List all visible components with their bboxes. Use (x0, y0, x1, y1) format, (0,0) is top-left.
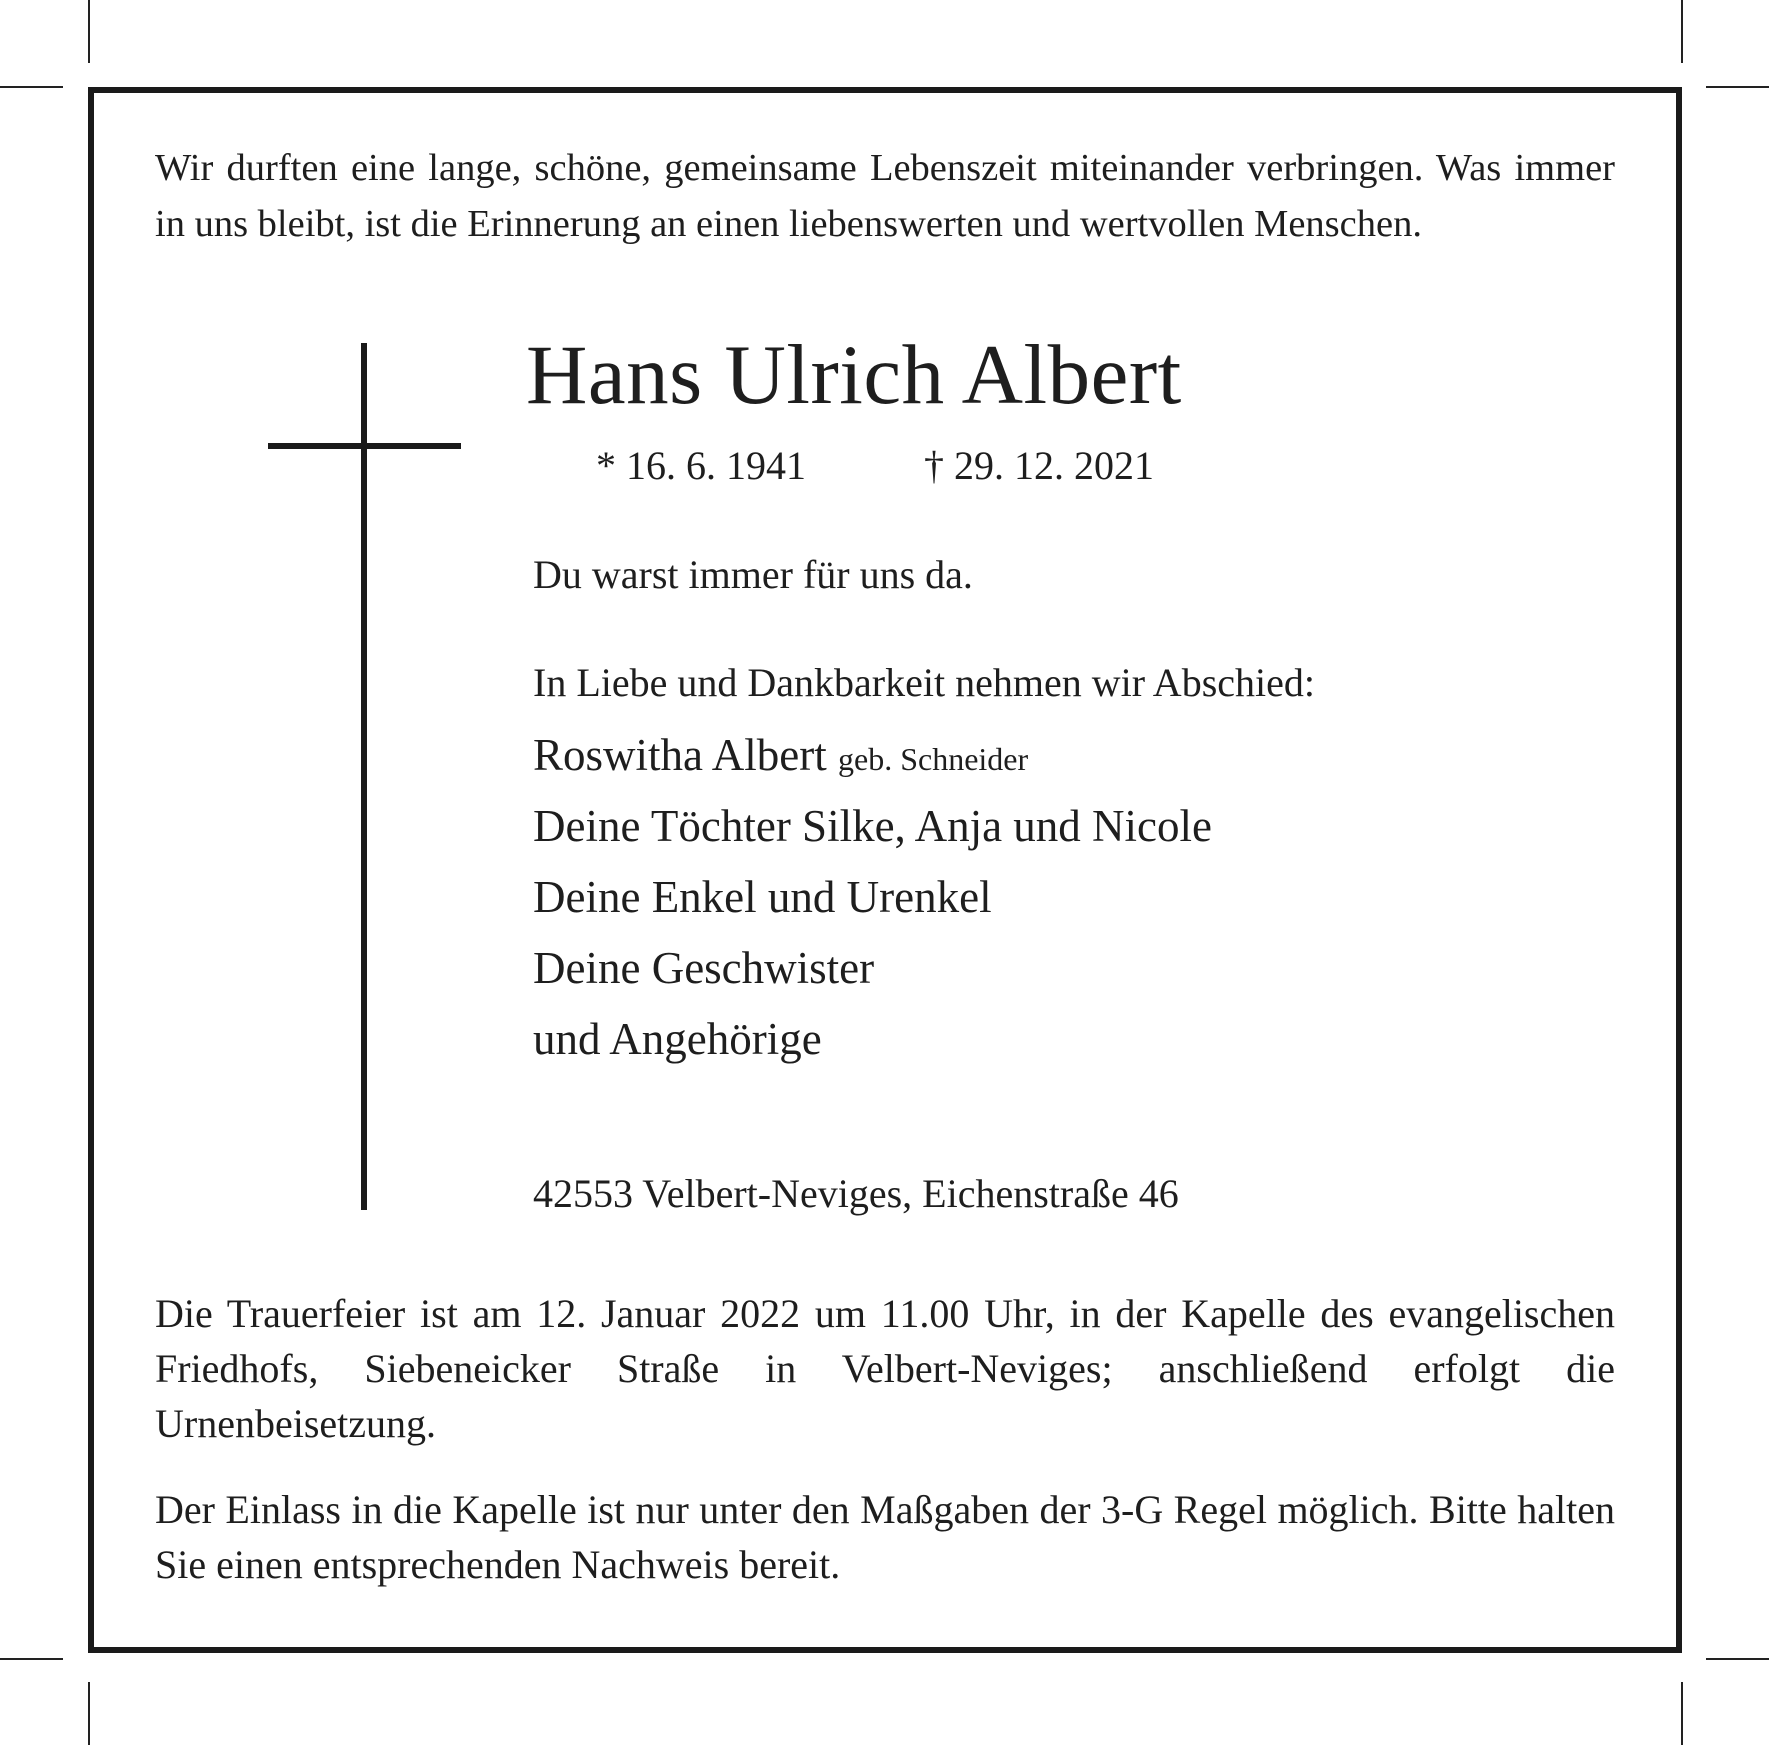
mourners-list (533, 720, 1212, 1075)
deceased-name: Hans Ulrich Albert (526, 328, 1182, 422)
crop-mark-left-bottom (0, 1658, 63, 1660)
crop-mark-bottom-left (88, 1682, 90, 1745)
mourner-daughters: Deine Töchter Silke, Anja und Nicole (533, 801, 1212, 851)
crop-mark-left-top (0, 86, 63, 88)
birth-date: * 16. 6. 1941 (596, 443, 806, 488)
crop-mark-bottom-right (1681, 1682, 1683, 1745)
farewell-line: In Liebe und Dankbarkeit nehmen wir Abschied: (533, 660, 1315, 705)
intro-text: Wir durften eine lange, schöne, gemeinsame Lebenszeit miteinander verbringen. Was immer in uns bleibt, ist die Erinnerung an einen liebenswerten und wertvollen Menschen. (155, 147, 1615, 245)
cross-icon-horizontal-bar (268, 443, 461, 449)
mourner-grandchildren: Deine Enkel und Urenkel (533, 872, 992, 922)
crop-mark-right-top (1706, 86, 1769, 88)
crop-mark-right-bottom (1706, 1658, 1769, 1660)
service-text: Die Trauerfeier ist am 12. Januar 2022 um 11.00 Uhr, in der Kapelle des evangelischen Friedhofs, Siebeneicker Straße in Velbert-Neviges; anschließend erfolgt die Urnenbeisetzung. (155, 1291, 1615, 1446)
motto-text: Du warst immer für uns da. (533, 552, 973, 597)
admission-text: Der Einlass in die Kapelle ist nur unter den Maßgaben der 3-G Regel möglich. Bitte halten Sie einen entsprechenden Nachweis bereit. (155, 1487, 1615, 1587)
mourner-siblings: Deine Geschwister (533, 943, 875, 993)
crop-mark-top-left (88, 0, 90, 63)
cross-icon-vertical-bar (361, 343, 367, 1210)
mourner-spouse (533, 720, 1212, 791)
crop-mark-top-right (1681, 0, 1683, 63)
death-date: † 29. 12. 2021 (924, 443, 1154, 488)
mourner-relatives: und Angehörige (533, 1014, 822, 1064)
address-line: 42553 Velbert-Neviges, Eichenstraße 46 (533, 1171, 1179, 1216)
spouse-maiden-name: geb. Schneider (837, 741, 1029, 777)
spouse-name: Roswitha Albert (533, 730, 827, 780)
